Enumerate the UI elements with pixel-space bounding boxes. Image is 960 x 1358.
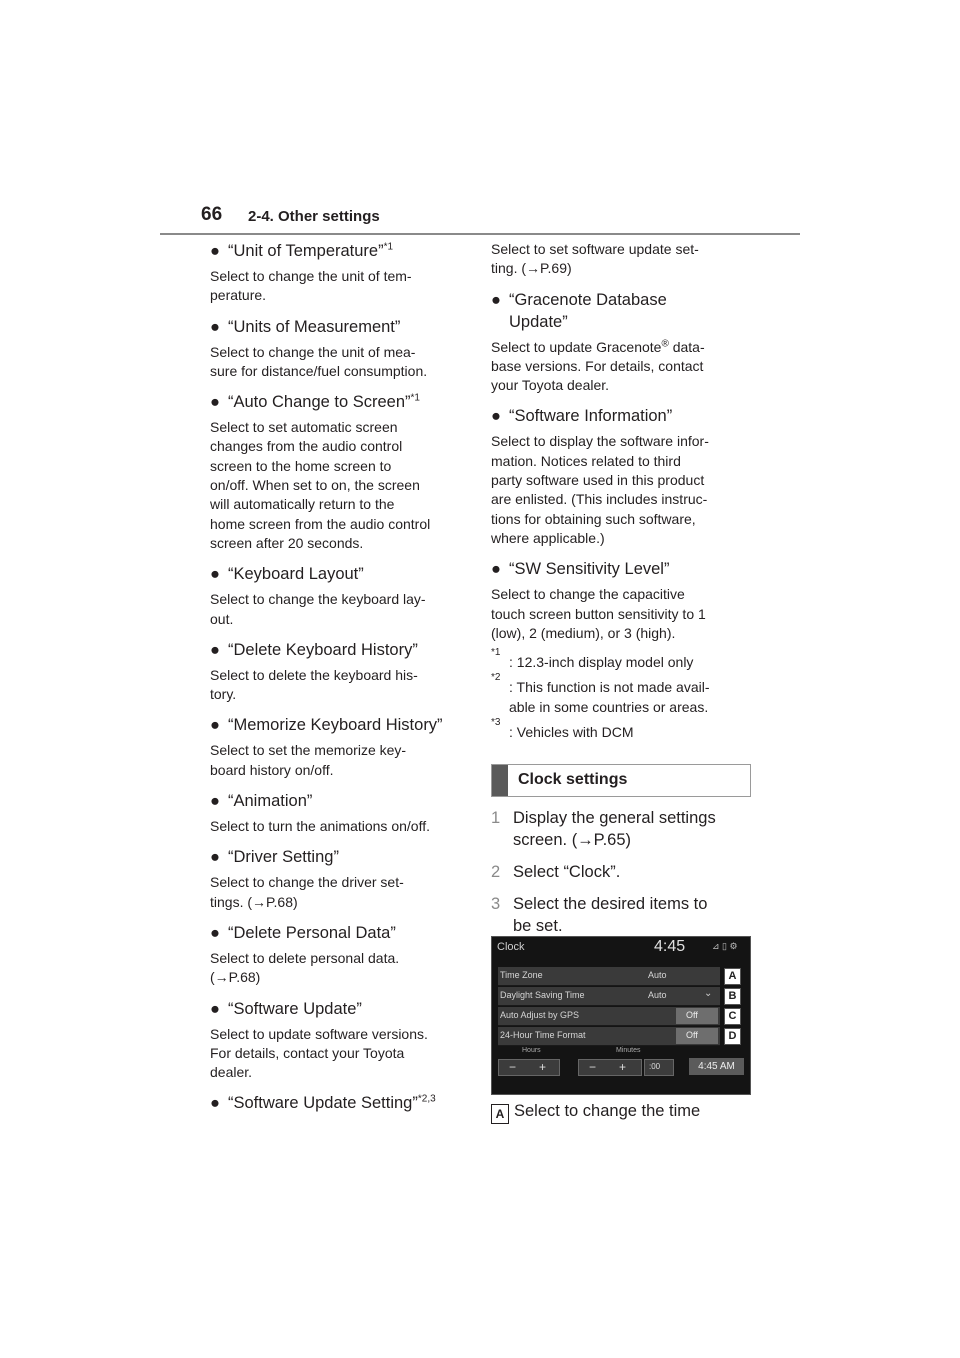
step-number: 1	[491, 809, 501, 828]
clock-settings-label: Clock settings	[518, 771, 628, 789]
setting-description: Select to update Gracenote® data- base versions. For details, contact your Toyota dealer.	[491, 337, 705, 394]
bullet-icon: ●	[491, 407, 501, 426]
sample-time-display: 4:45 AM	[689, 1058, 744, 1075]
setting-item	[210, 714, 470, 780]
setting-description: Select to change the driver set- tings. (→P.68)	[210, 874, 404, 910]
zero-minutes-label: :00	[649, 1062, 661, 1071]
bullet-icon: ●	[210, 640, 220, 659]
row-24-hour-format[interactable]	[498, 1027, 720, 1046]
setting-item	[210, 922, 470, 988]
footnote: *1 : 12.3-inch display model only	[491, 647, 694, 671]
bullet-icon: ●	[210, 848, 220, 867]
callout-b: B	[724, 988, 741, 1005]
clock-settings-box	[491, 764, 751, 797]
setting-item	[210, 639, 470, 705]
setting-description: Select to change the capacitive touch screen button sensitivity to 1 (low), 2 (medium), or 3 (high).	[491, 586, 706, 641]
row-label: 24-Hour Time Format	[500, 1030, 586, 1040]
registered-mark: ®	[661, 337, 669, 349]
steps-list	[491, 807, 751, 937]
footnote-ref: *1	[410, 392, 420, 404]
screen-title: Clock	[497, 941, 525, 953]
row-auto-adjust-gps[interactable]	[498, 1007, 720, 1026]
legend-text-a: Select to change the time	[514, 1102, 701, 1120]
setting-description: Select to change the unit of tem- perature.	[210, 268, 412, 304]
toggle-switch[interactable]	[676, 1028, 718, 1044]
hours-minus-button[interactable]: −	[509, 1060, 517, 1074]
minutes-label: Minutes	[616, 1047, 641, 1054]
procedure-step: 3 Select the desired items to be set.	[491, 895, 708, 936]
page-number: 66	[201, 204, 223, 225]
setting-item	[210, 240, 470, 306]
hours-label: Hours	[522, 1047, 541, 1054]
footnote-ref: *1	[383, 241, 394, 253]
row-value: Auto	[648, 970, 667, 980]
callout-c: C	[724, 1008, 741, 1025]
right-column	[491, 240, 751, 937]
hours-stepper[interactable]	[498, 1059, 560, 1076]
row-label: Daylight Saving Time	[500, 990, 585, 1000]
setting-item	[491, 289, 751, 396]
footnote-ref: *2,3	[417, 1093, 436, 1105]
bullet-icon: ●	[210, 999, 220, 1018]
setting-title: ● “Auto Change to Screen”$^{*1}$	[210, 392, 420, 412]
header-rule	[160, 233, 800, 235]
callout-d: D	[724, 1028, 741, 1045]
zero-minutes-button[interactable]	[644, 1059, 674, 1076]
screen-clock: 4:45	[654, 938, 686, 955]
setting-item	[210, 1092, 470, 1114]
right-items	[491, 289, 751, 644]
setting-title: ● “Delete Keyboard History”	[210, 640, 418, 659]
minutes-stepper[interactable]	[578, 1059, 642, 1076]
chevron-down-icon: ⌄	[704, 988, 713, 999]
bullet-icon: ●	[210, 716, 220, 735]
status-icons: ⊿ ▯ ⚙	[712, 941, 738, 951]
setting-title: ● “Gracenote Database Update”	[491, 290, 667, 331]
setting-title: ● “Driver Setting”	[210, 848, 339, 867]
setting-item	[491, 558, 751, 643]
toggle-switch[interactable]	[676, 1008, 718, 1024]
setting-title: ● “Units of Measurement”	[210, 317, 401, 336]
bullet-icon: ●	[210, 242, 220, 260]
bullet-icon: ●	[210, 923, 220, 942]
bullet-icon: ●	[491, 560, 501, 579]
row-label: Time Zone	[500, 970, 543, 980]
clock-settings-tab	[492, 765, 508, 796]
footnotes	[491, 647, 751, 742]
left-column	[210, 240, 470, 1124]
setting-title: ● “Animation”	[210, 792, 313, 811]
setting-description: Select to turn the animations on/off.	[210, 818, 430, 835]
setting-description: Select to delete the keyboard his- tory.	[210, 666, 418, 703]
step-number: 3	[491, 895, 501, 914]
row-time-zone[interactable]	[498, 967, 720, 986]
hours-plus-button[interactable]: +	[539, 1060, 547, 1074]
setting-description: Select to update software versions. For details, contact your Toyota dealer.	[210, 1025, 428, 1081]
setting-title: ● “Memorize Keyboard History”	[210, 716, 443, 735]
page-header	[160, 200, 800, 236]
footnote: *2 : This function is not made avail- able in some countries or areas.	[491, 672, 710, 715]
setting-title: ● “Software Update Setting”$^{*2,3}$	[210, 1093, 436, 1113]
setting-title: ● “Unit of Temperature”$^{*1}$	[210, 241, 394, 260]
setting-description: Select to change the unit of mea- sure for distance/fuel consumption.	[210, 343, 428, 379]
toggle-label: Off	[686, 1010, 698, 1020]
callout-a: A	[724, 968, 741, 985]
bullet-icon: ●	[210, 317, 220, 336]
setting-item	[491, 405, 751, 548]
setting-title: ● “Keyboard Layout”	[210, 565, 364, 584]
setting-title: ● “Software Information”	[491, 407, 673, 426]
setting-title: ● “Delete Personal Data”	[210, 923, 396, 942]
row-daylight-saving[interactable]	[498, 987, 720, 1006]
bullet-icon: ●	[210, 565, 220, 584]
row-label: Auto Adjust by GPS	[500, 1010, 580, 1020]
minutes-minus-button[interactable]: −	[589, 1060, 597, 1074]
setting-item	[210, 998, 470, 1083]
setting-title: ● “SW Sensitivity Level”	[491, 560, 670, 579]
procedure-step: 1 Display the general settings screen. (→P.65)	[491, 809, 716, 850]
section-title: 2-4. Other settings	[248, 208, 380, 225]
setting-item	[210, 563, 470, 629]
bullet-icon: ●	[210, 393, 220, 412]
setting-item	[210, 846, 470, 912]
setting-item	[210, 391, 470, 553]
toggle-label: Off	[686, 1030, 698, 1040]
setting-item	[210, 790, 470, 836]
row-value: Auto	[648, 990, 667, 1000]
step-number: 2	[491, 863, 501, 882]
bullet-icon: ●	[210, 792, 220, 811]
setting-description: Select to delete personal data. (→P.68)	[210, 949, 400, 986]
setting-title: ● “Software Update”	[210, 999, 362, 1018]
bullet-icon: ●	[491, 290, 501, 309]
bullet-icon: ●	[210, 1094, 220, 1113]
clock-screen-illustration	[491, 936, 751, 1095]
legend-key-a: A	[491, 1104, 509, 1124]
procedure-step: 2 Select “Clock”.	[491, 863, 621, 882]
setting-description: Select to change the keyboard lay- out.	[210, 591, 426, 627]
setting-description: Select to display the software infor- mation. Notices related to third party software used in this product are enlisted. (This includes instruc- tions for obtaining such software, where applicable.)	[491, 433, 709, 546]
setting-description: Select to set automatic screen changes from the audio control screen to the home screen to on/off. When set to on, the screen will automatically return to the home screen from the audio control screen after 20 seconds.	[210, 419, 431, 551]
right-lead-text: Select to set software update set- ting. (→P.69)	[491, 241, 699, 277]
setting-item	[210, 316, 470, 382]
footnote: *3 : Vehicles with DCM	[491, 717, 634, 741]
minutes-plus-button[interactable]: +	[619, 1060, 627, 1074]
setting-description: Select to set the memorize key- board history on/off.	[210, 742, 407, 778]
